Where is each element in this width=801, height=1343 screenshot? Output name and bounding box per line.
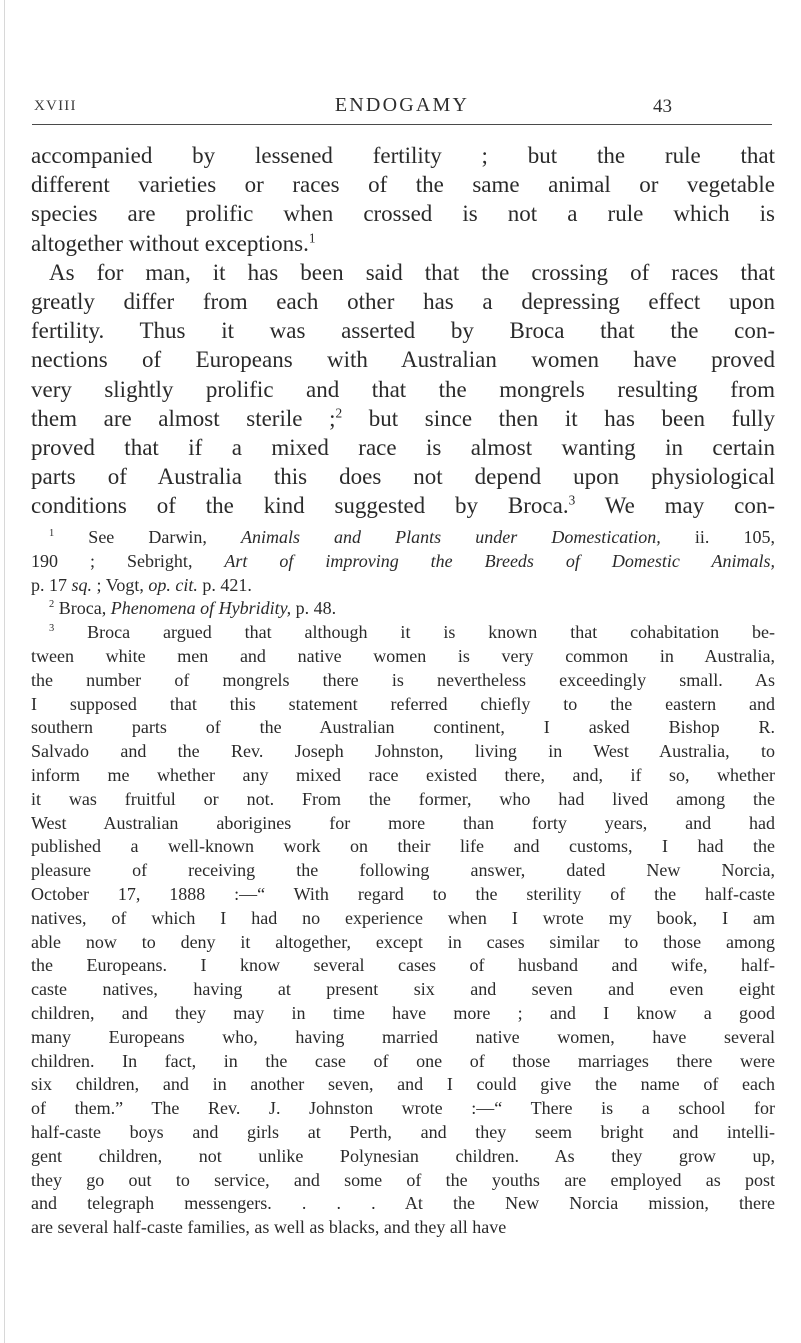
- footnote-3-line: are several half-caste families, as well as blacks, and they all have: [31, 1217, 507, 1238]
- chapter-number: XVIII: [34, 98, 77, 114]
- footnote-mark: 3: [49, 623, 55, 635]
- body-line: conditions of the kind suggested by Broca.$^3$ We may con-: [31, 492, 775, 519]
- footnote-mark: 1: [49, 528, 55, 539]
- footnote-3-line: pleasure of receiving the following answer, dated New Norcia,: [31, 860, 775, 881]
- footnote-3-line: southern parts of the Australian continent, I asked Bishop R.: [31, 717, 775, 738]
- footnote-ref: 2: [335, 405, 343, 421]
- footnote-3: $^3$ Broca argued that although it is known that cohabitation be-: [49, 622, 775, 643]
- footnote-3-line: inform me whether any mixed race existed there, and, if so, whether: [31, 764, 775, 785]
- body-text: [31, 141, 775, 520]
- body-line: very slightly prolific and that the mongrels resulting from: [31, 376, 775, 402]
- body-line: accompanied by lessened fertility ; but the rule that: [31, 143, 775, 168]
- page-edge: [4, 0, 5, 1343]
- footnote-3-line: October 17, 1888 :—“ With regard to the sterility of the half-caste: [31, 883, 775, 904]
- footnote-3-line: the Europeans. I know several cases of husband and wife, half-: [31, 955, 775, 976]
- body-line: nections of Europeans with Australian women have proved: [31, 347, 775, 373]
- footnote-3-line: it was fruitful or not. From the former, who had lived among the: [31, 788, 775, 809]
- footnote-ref: 1: [308, 229, 316, 245]
- running-title: ENDOGAMY: [334, 94, 470, 116]
- body-line: species are prolific when crossed is not a rule which is: [31, 201, 775, 227]
- footnote-3-line: natives, of which I had no experience when I wrote my book, I am: [31, 907, 775, 928]
- footnote-3-line: gent children, not unlike Polynesian children. As they grow up,: [31, 1145, 775, 1166]
- footnote-3-line: caste natives, having at present six and seven and even eight: [31, 979, 775, 1000]
- footnote-3-line: of them.” The Rev. J. Johnston wrote :—“ There is a school for: [31, 1098, 775, 1119]
- footnote-3-line: and telegraph messengers. . . . At the New Norcia mission, there: [31, 1193, 775, 1214]
- footnote-1-line: p. 17 sq. ; Vogt, op. cit. p. 421.: [31, 574, 252, 595]
- footnote-3-line: six children, and in another seven, and I could give the name of each: [31, 1074, 775, 1095]
- footnote-3-line: Salvado and the Rev. Joseph Johnston, living in West Australia, to: [31, 741, 775, 762]
- footnote-3-line: children. In fact, in the case of one of those marriages there were: [31, 1050, 775, 1071]
- footnotes: [31, 526, 775, 1240]
- body-line: different varieties or races of the same animal or vegetable: [31, 172, 775, 198]
- footnote-3-body: [31, 645, 775, 1240]
- footnote-3-line: West Australian aborigines for more than forty years, and had: [31, 812, 775, 833]
- footnote-2: $^2$ Broca, Phenomena of Hybridity, p. 48.: [49, 598, 337, 619]
- body-line: As for man, it has been said that the crossing of races that: [49, 259, 775, 285]
- footnote-3-line: able now to deny it altogether, except in cases similar to those among: [31, 931, 775, 952]
- footnote-3-line: children, and they may in time have more ; and I know a good: [31, 1002, 775, 1023]
- footnote-1-line: 190 ; Sebright, Art of improving the Breeds of Domestic Animals,: [31, 550, 775, 571]
- footnote-ref: 3: [568, 492, 576, 508]
- footnote-3-line: half-caste boys and girls at Perth, and they seem bright and intelli-: [31, 1121, 775, 1142]
- footnote-3-line: many Europeans who, having married native women, have several: [31, 1026, 775, 1047]
- body-line: them are almost sterile ;$^2$ but since then it has been fully: [31, 405, 775, 431]
- footnote-3-line: the number of mongrels there is nevertheless exceedingly small. As: [31, 669, 775, 690]
- footnote-3-line: tween white men and native women is very common in Australia,: [31, 645, 775, 666]
- footnote-3-line: published a well-known work on their life and customs, I had the: [31, 836, 775, 857]
- footnote-3-line: they go out to service, and some of the youths are employed as post: [31, 1169, 775, 1190]
- page-number: 43: [653, 96, 672, 117]
- body-line: greatly differ from each other has a depressing effect upon: [31, 288, 775, 314]
- footnote-1: $^1$ See Darwin, Animals and Plants under Domestication, ii. 105,: [49, 527, 775, 547]
- footnote-3-line: I supposed that this statement referred chiefly to the eastern and: [31, 693, 775, 714]
- running-head: [32, 94, 772, 125]
- body-line: fertility. Thus it was asserted by Broca that the con-: [31, 318, 775, 344]
- body-line: parts of Australia this does not depend upon physiological: [31, 464, 775, 490]
- body-line: altogether without exceptions.$^1$: [31, 229, 316, 256]
- footnote-mark: 2: [49, 599, 55, 611]
- body-line: proved that if a mixed race is almost wanting in certain: [31, 434, 775, 460]
